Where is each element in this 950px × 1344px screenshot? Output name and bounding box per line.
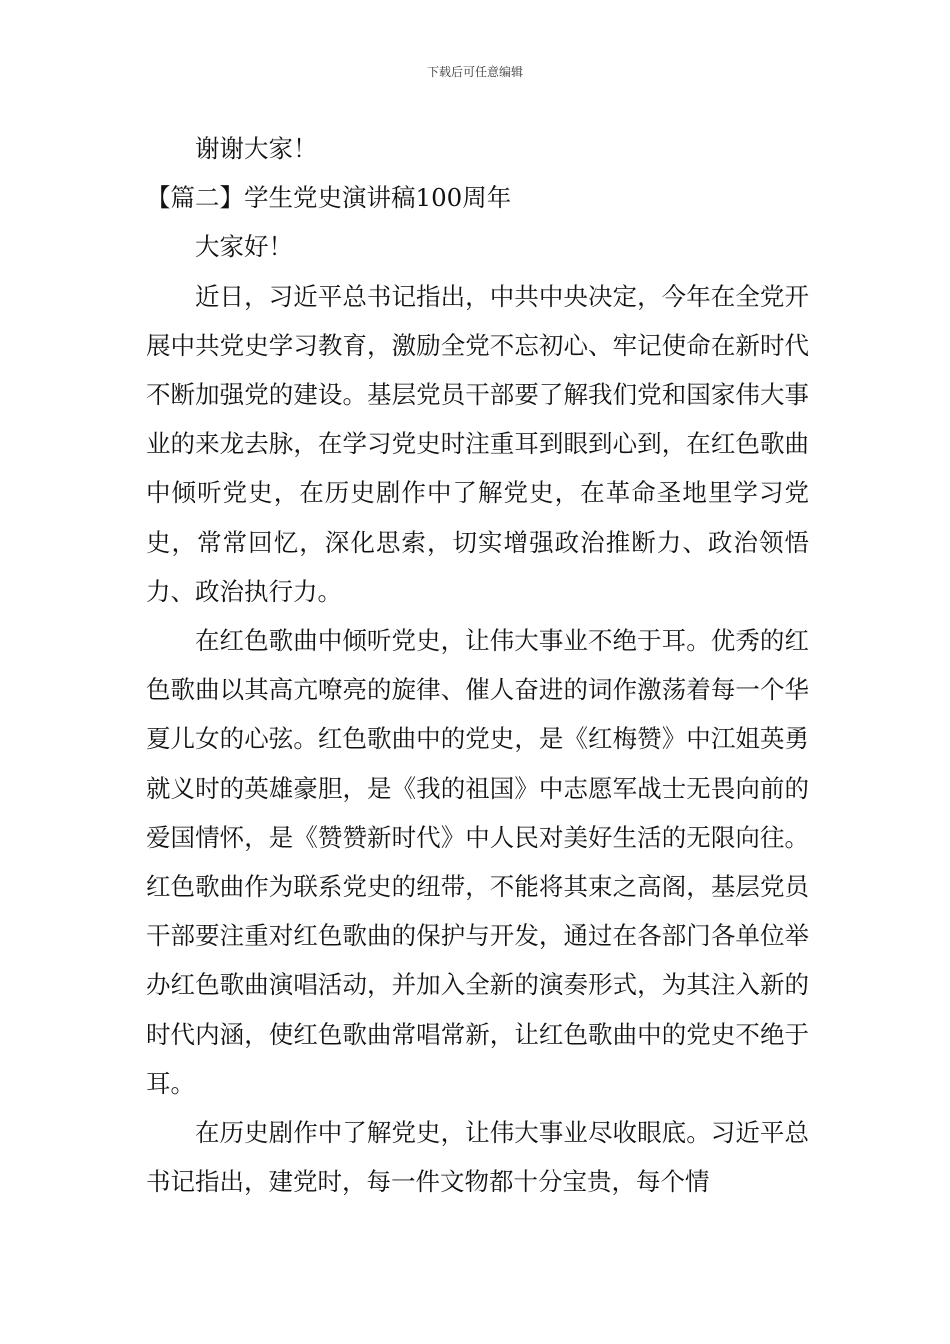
section-heading: 【篇二】学生党史演讲稿100周年 [146,183,512,213]
paragraph-3: 在历史剧作中了解党史，让伟大事业尽收眼底。习近平总书记指出，建党时，每一件文物都十分宝贵，每个情 [146,1118,809,1197]
paragraph-1: 近日，习近平总书记指出，中共中央决定，今年在全党开展中共党史学习教育，激励全党不忘初心、牢记使命在新时代不断加强党的建设。基层党员干部要了解我们党和国家伟大事业的来龙去脉，在学习党史时注重耳到眼到心到，在红色歌曲中倾听党史，在历史剧作中了解党史，在革命圣地里学习党史，常常回忆，深化思索，切实增强政治推断力、政治领悟力、政治执行力。 [146,281,809,606]
closing-line: 谢谢大家！ [195,134,318,163]
greeting-line: 大家好！ [195,232,293,262]
paragraph-2: 在红色歌曲中倾听党史，让伟大事业不绝于耳。优秀的红色歌曲以其高亢嘹亮的旋律、催人奋进的词作激荡着每一个华夏儿女的心弦。红色歌曲中的党史，是《红梅赞》中江姐英勇就义时的英雄豪胆，是《我的祖国》中志愿军战士无畏向前的爱国情怀，是《赞赞新时代》中人民对美好生活的无限向往。红色歌曲作为联系党史的纽带，不能将其束之高阁，基层党员干部要注重对红色歌曲的保护与开发，通过在各部门各单位举办红色歌曲演唱活动，并加入全新的演奏形式，为其注入新的时代内涵，使红色歌曲常唱常新，让红色歌曲中的党史不绝于耳。 [146,626,809,1098]
page-header-note: 下载后可任意编辑 [426,65,523,79]
document-body [146,124,809,1206]
